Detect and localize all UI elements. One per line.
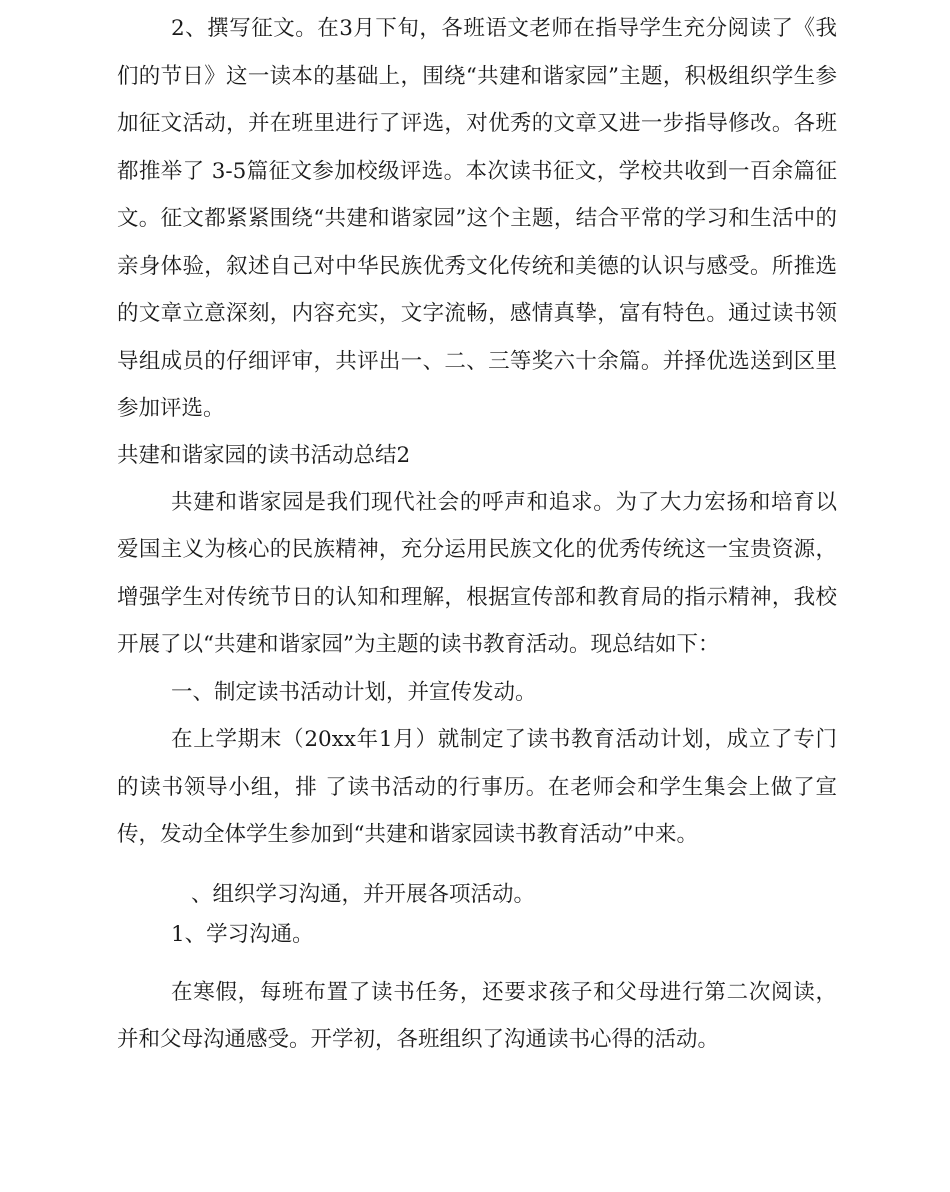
section-heading-activities: 、组织学习沟通，并开展各项活动。 xyxy=(191,881,536,907)
section-heading-plan: 一、制定读书活动计划，并宣传发动。 xyxy=(171,679,537,705)
paragraph-winter-reading: 在寒假，每班布置了读书任务，还要求孩子和父母进行第二次阅读，并和父母沟通感受。开学初，各班组织了沟通读书心得的活动。 xyxy=(117,979,837,1052)
paragraph-introduction: 共建和谐家园是我们现代社会的呼声和追求。为了大力宏扬和培育以爱国主义为核心的民族精神，充分运用民族文化的优秀传统这一宝贵资源，增强学生对传统节日的认知和理解，根据宣传部和教育局的指示精神，我校开展了以“共建和谐家园”为主题的读书教育活动。现总结如下： xyxy=(117,489,837,657)
paragraph-essay-writing: 2、撰写征文。在3月下旬，各班语文老师在指导学生充分阅读了《我们的节日》这一读本的基础上，围绕“共建和谐家园”主题，积极组织学生参加征文活动，并在班里进行了评选，对优秀的文章又进一步指导修改。各班都推举了 3-5篇征文参加校级评选。本次读书征文，学校共收到一百余篇征文。征文都紧紧围绕“共建和谐家园”这个主题，结合平常的学习和生活中的亲身体验，叙述自己对中华民族优秀文化传统和美德的认识与感受。所推选的文章立意深刻，内容充实，文字流畅，感情真挚，富有特色。通过读书领导组成员的仔细评审，共评出一、二、三等奖六十余篇。并择优选送到区里参加评选。 xyxy=(117,16,837,421)
section-title: 共建和谐家园的读书活动总结2 xyxy=(117,442,411,468)
document-page xyxy=(117,0,837,1064)
paragraph-plan: 在上学期末（20xx年1月）就制定了读书教育活动计划，成立了专门的读书领导小组，排 了读书活动的行事历。在老师会和学生集会上做了宣传，发动全体学生参加到“共建和谐家园读书教育活动”中来。 xyxy=(117,727,837,847)
item-heading-study: 1、学习沟通。 xyxy=(171,921,314,947)
